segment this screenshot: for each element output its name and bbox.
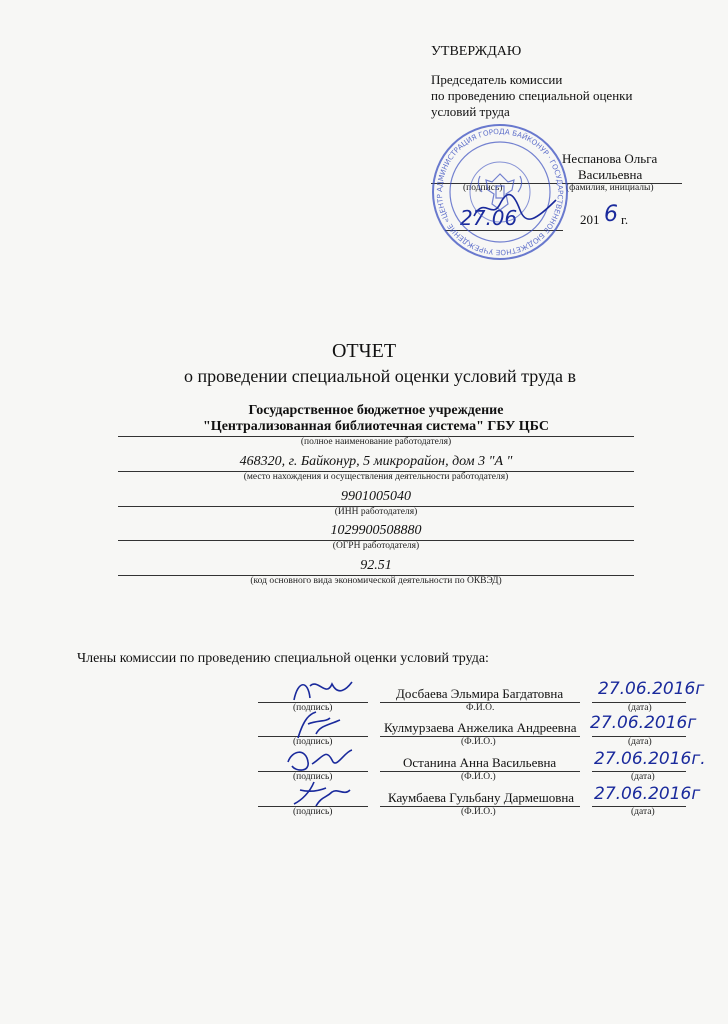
report-subtitle: о проведении специальной оценки условий труда в bbox=[183, 366, 577, 386]
report-title: ОТЧЕТ bbox=[331, 340, 397, 362]
member4-name: Каумбаева Гульбану Дармешовна bbox=[388, 790, 575, 805]
employer-address-caption: (место нахождения и осуществления деятельности работодателя) bbox=[243, 472, 509, 482]
svg-text:АДМИНИСТРАЦИЯ ГОРОДА БАЙКОНУР: АДМИНИСТРАЦИЯ ГОРОДА БАЙКОНУР · ГОСУДАРСТВЕННОЕ БЮДЖЕТНОЕ УЧРЕЖДЕНИЕ «ЦЕНТРАЛИЗОВАННАЯ БИБЛИОТЕЧНАЯ СИСТЕМА» ГБУ ЦБС · ОГРН 1029900508880 bbox=[426, 115, 566, 258]
member1-name: Досбаева Эльмира Багдатовна bbox=[396, 686, 564, 701]
member1-date-caption: (дата) bbox=[628, 703, 652, 713]
employer-name-line2: "Централизованная библиотечная система" ГБУ ЦБС bbox=[203, 419, 549, 434]
approval-heading: УТВЕРЖДАЮ bbox=[431, 44, 522, 59]
employer-ogrn-caption: (ОГРН работодателя) bbox=[332, 541, 420, 551]
employer-address: 468320, г. Байконур, 5 микрорайон, дом 3 "А " bbox=[239, 454, 513, 469]
chairman-name-line1: Неспанова Ольга bbox=[562, 151, 658, 166]
member4-name-caption: (Ф.И.О.) bbox=[461, 807, 496, 817]
member1-signature-icon bbox=[288, 676, 358, 706]
approval-date-handwritten: 27.06 bbox=[460, 206, 518, 230]
member1-name-caption: Ф.И.О. bbox=[466, 703, 495, 713]
member2-date-caption: (дата) bbox=[628, 737, 652, 747]
member4-date-caption: (дата) bbox=[631, 807, 655, 817]
approval-role-line3: условий труда bbox=[431, 104, 510, 119]
employer-name-caption: (полное наименование работодателя) bbox=[300, 437, 452, 447]
commission-heading: Члены комиссии по проведению специальной оценки условий труда: bbox=[77, 651, 489, 666]
member3-signature-icon bbox=[282, 742, 362, 776]
chairman-name-line2: Васильевна bbox=[578, 167, 643, 182]
member3-date-caption: (дата) bbox=[631, 772, 655, 782]
member2-name-caption: (Ф.И.О.) bbox=[461, 737, 496, 747]
approval-year-suffix: г. bbox=[621, 212, 629, 227]
member3-name-caption: (Ф.И.О.) bbox=[461, 772, 496, 782]
member3-name: Останина Анна Васильевна bbox=[403, 755, 557, 770]
employer-inn-caption: (ИНН работодателя) bbox=[334, 507, 418, 517]
approval-year-prefix: 201 bbox=[580, 212, 600, 227]
member1-date: 27.06.2016г bbox=[598, 679, 705, 699]
member3-date: 27.06.2016г. bbox=[594, 749, 706, 769]
approval-role-line1: Председатель комиссии bbox=[431, 72, 563, 87]
member3-signature-caption: (подпись) bbox=[293, 772, 333, 782]
member1-signature-caption: (подпись) bbox=[293, 703, 333, 713]
approval-role-line2: по проведению специальной оценки bbox=[431, 88, 633, 103]
chairman-signature-caption: (подпись) bbox=[463, 183, 503, 193]
employer-ogrn: 1029900508880 bbox=[330, 523, 422, 538]
employer-okved-caption: (код основного вида экономической деятельности по ОКВЭД) bbox=[250, 576, 502, 586]
member2-date: 27.06.2016г bbox=[590, 713, 697, 733]
employer-inn: 9901005040 bbox=[341, 489, 411, 504]
member4-signature-caption: (подпись) bbox=[293, 807, 333, 817]
chairman-signature-icon bbox=[470, 190, 560, 226]
member2-signature-icon bbox=[290, 708, 350, 742]
chairman-name-caption: (фамилия, инициалы) bbox=[566, 183, 654, 193]
member4-signature-icon bbox=[286, 778, 356, 812]
approval-year-handwritten: 6 bbox=[604, 202, 618, 227]
member2-name: Кулмурзаева Анжелика Андреевна bbox=[384, 720, 577, 735]
employer-okved: 92.51 bbox=[360, 558, 392, 573]
member2-signature-caption: (подпись) bbox=[293, 737, 333, 747]
employer-name-line1: Государственное бюджетное учреждение bbox=[248, 403, 504, 418]
member4-date: 27.06.2016г bbox=[594, 784, 701, 804]
